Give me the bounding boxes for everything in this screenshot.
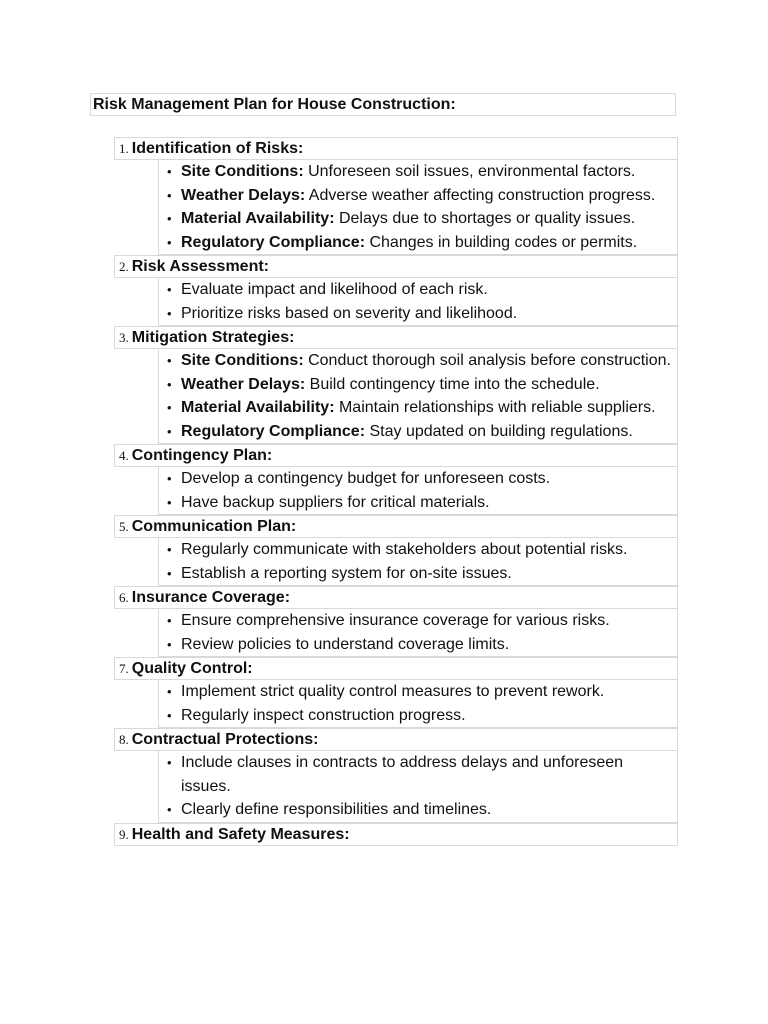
numbered-section xyxy=(114,444,678,515)
list-item xyxy=(159,302,677,326)
bullet-icon: • xyxy=(167,494,172,510)
list-item xyxy=(159,562,677,586)
list-item xyxy=(159,349,677,373)
list-item xyxy=(159,609,677,633)
bullet-body: Changes in building codes or permits. xyxy=(365,233,638,251)
bullet-body: Ensure comprehensive insurance coverage for various risks. xyxy=(181,612,610,629)
bullet-body: Build contingency time into the schedule. xyxy=(305,375,600,393)
section-number: 7. xyxy=(119,661,129,676)
bullet-icon: • xyxy=(167,802,172,817)
bullet-body: Delays due to shortages or quality issues. xyxy=(334,210,636,227)
list-item xyxy=(159,184,677,208)
list-item xyxy=(159,538,677,562)
bullet-icon: • xyxy=(167,400,172,415)
section-header xyxy=(114,586,678,609)
bullet-label: Material Availability: xyxy=(181,399,335,416)
bullet-icon: • xyxy=(167,542,172,557)
bullet-text xyxy=(181,278,671,302)
list-item xyxy=(159,231,677,255)
bullet-body: Regularly inspect construction progress. xyxy=(181,706,466,724)
bullet-list xyxy=(158,278,678,326)
bullet-body: Include clauses in contracts to address delays and unforeseen issues. xyxy=(181,754,624,795)
bullet-text xyxy=(181,373,671,397)
bullet-icon: • xyxy=(167,234,172,250)
bullet-text xyxy=(181,538,671,562)
document-title: Risk Management Plan for House Construction: xyxy=(90,93,676,116)
section-number: 5. xyxy=(119,519,129,534)
section-title: Insurance Coverage: xyxy=(131,589,291,606)
bullet-text xyxy=(181,680,671,704)
bullet-text xyxy=(181,491,671,515)
numbered-section xyxy=(114,823,678,846)
numbered-section xyxy=(114,137,678,255)
bullet-icon: • xyxy=(167,613,172,628)
bullet-text xyxy=(181,207,671,231)
bullet-icon: • xyxy=(167,684,172,699)
bullet-text xyxy=(181,420,671,444)
bullet-text xyxy=(181,467,671,491)
bullet-text xyxy=(181,798,671,822)
numbered-section xyxy=(114,586,678,657)
section-number: 9. xyxy=(119,826,129,842)
bullet-list xyxy=(158,609,678,657)
list-item xyxy=(159,467,677,491)
list-item xyxy=(159,704,677,728)
bullet-body: Implement strict quality control measures to prevent rework. xyxy=(181,683,605,700)
bullet-text xyxy=(181,231,671,255)
list-item xyxy=(159,160,677,184)
bullet-body: Stay updated on building regulations. xyxy=(365,422,633,440)
section-number: 1. xyxy=(119,141,129,156)
bullet-icon: • xyxy=(167,636,172,652)
section-number: 6. xyxy=(119,590,129,605)
bullet-body: Clearly define responsibilities and timelines. xyxy=(181,801,492,818)
sections-list xyxy=(114,137,678,846)
section-title: Risk Assessment: xyxy=(131,258,269,275)
bullet-list xyxy=(158,467,678,515)
bullet-icon: • xyxy=(167,423,172,439)
bullet-list xyxy=(158,538,678,586)
list-item xyxy=(159,633,677,657)
bullet-body: Review policies to understand coverage limits. xyxy=(181,635,510,653)
bullet-icon: • xyxy=(167,211,172,226)
section-title: Health and Safety Measures: xyxy=(131,825,350,843)
bullet-text xyxy=(181,349,671,373)
numbered-section xyxy=(114,657,678,728)
section-header xyxy=(114,326,678,349)
bullet-list xyxy=(158,349,678,444)
bullet-icon: • xyxy=(167,565,172,581)
list-item xyxy=(159,798,677,822)
bullet-body: Adverse weather affecting construction progress. xyxy=(305,186,656,204)
section-number: 8. xyxy=(119,732,129,747)
bullet-label: Site Conditions: xyxy=(181,352,304,369)
bullet-body: Have backup suppliers for critical materials. xyxy=(181,493,490,511)
list-item xyxy=(159,420,677,444)
list-item xyxy=(159,680,677,704)
section-title: Quality Control: xyxy=(131,660,253,677)
section-header xyxy=(114,255,678,278)
section-number: 3. xyxy=(119,330,129,345)
bullet-icon: • xyxy=(167,471,172,486)
bullet-icon: • xyxy=(167,353,172,368)
section-header xyxy=(114,657,678,680)
list-item xyxy=(159,278,677,302)
bullet-label: Material Availability: xyxy=(181,210,335,227)
bullet-icon: • xyxy=(167,376,172,392)
bullet-body: Regularly communicate with stakeholders about potential risks. xyxy=(181,541,628,558)
bullet-icon: • xyxy=(167,282,172,297)
section-header xyxy=(114,823,678,846)
section-title: Identification of Risks: xyxy=(131,140,304,157)
list-item xyxy=(159,207,677,231)
bullet-body: Develop a contingency budget for unforeseen costs. xyxy=(181,470,551,487)
bullet-label: Weather Delays: xyxy=(181,375,306,393)
bullet-text xyxy=(181,184,671,208)
bullet-label: Regulatory Compliance: xyxy=(181,422,366,440)
bullet-icon: • xyxy=(167,164,172,179)
bullet-icon: • xyxy=(167,305,172,321)
bullet-text xyxy=(181,751,671,798)
bullet-icon: • xyxy=(167,187,172,203)
bullet-text xyxy=(181,633,671,657)
bullet-text xyxy=(181,396,671,420)
section-title: Communication Plan: xyxy=(131,518,297,535)
bullet-list xyxy=(158,751,678,823)
list-item xyxy=(159,751,677,798)
bullet-body: Unforeseen soil issues, environmental factors. xyxy=(303,163,636,180)
bullet-text xyxy=(181,609,671,633)
section-title: Contractual Protections: xyxy=(131,731,319,748)
bullet-icon: • xyxy=(167,755,172,770)
bullet-text xyxy=(181,562,671,586)
bullet-text xyxy=(181,704,671,728)
bullet-icon: • xyxy=(167,707,172,723)
bullet-body: Conduct thorough soil analysis before construction. xyxy=(303,352,671,369)
section-title: Mitigation Strategies: xyxy=(131,329,295,346)
numbered-section xyxy=(114,515,678,586)
numbered-section xyxy=(114,326,678,444)
bullet-label: Weather Delays: xyxy=(181,186,306,204)
section-header xyxy=(114,137,678,160)
bullet-label: Site Conditions: xyxy=(181,163,304,180)
bullet-text xyxy=(181,160,671,184)
list-item xyxy=(159,396,677,420)
bullet-body: Evaluate impact and likelihood of each risk. xyxy=(181,281,488,298)
numbered-section xyxy=(114,255,678,326)
section-title: Contingency Plan: xyxy=(131,447,273,464)
section-header xyxy=(114,515,678,538)
section-number: 2. xyxy=(119,259,129,274)
bullet-list xyxy=(158,680,678,728)
numbered-section xyxy=(114,728,678,823)
bullet-label: Regulatory Compliance: xyxy=(181,233,366,251)
bullet-body: Maintain relationships with reliable suppliers. xyxy=(334,399,656,416)
section-number: 4. xyxy=(119,448,129,463)
bullet-body: Establish a reporting system for on-site issues. xyxy=(181,564,512,582)
section-header xyxy=(114,444,678,467)
section-header xyxy=(114,728,678,751)
bullet-text xyxy=(181,302,671,326)
list-item xyxy=(159,373,677,397)
bullet-body: Prioritize risks based on severity and likelihood. xyxy=(181,304,518,322)
list-item xyxy=(159,491,677,515)
bullet-list xyxy=(158,160,678,255)
